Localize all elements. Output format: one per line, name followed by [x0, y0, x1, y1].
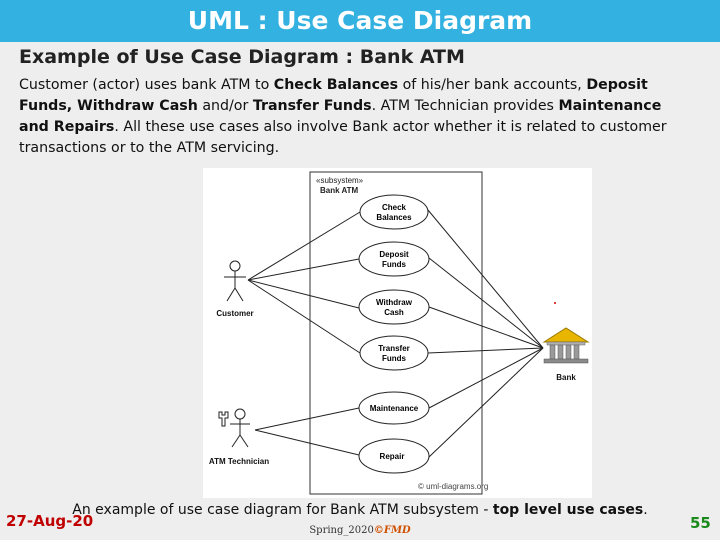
- svg-text:Funds: Funds: [382, 354, 406, 363]
- svg-text:Transfer: Transfer: [378, 344, 410, 353]
- para-seg-bold: Maintenance and Repairs: [19, 98, 662, 135]
- red-dot: [554, 302, 556, 304]
- para-seg-bold: Transfer Funds: [252, 98, 372, 114]
- bank-building-icon: [544, 328, 588, 363]
- caption-bold: top level use cases: [492, 502, 644, 518]
- diagram-watermark: © uml-diagrams.org: [418, 482, 489, 491]
- para-seg: and/or: [197, 98, 253, 114]
- customer-associations: [248, 212, 360, 353]
- footer-mark: ©FMD: [373, 525, 411, 536]
- svg-text:Repair: Repair: [379, 452, 405, 461]
- technician-associations: [255, 408, 359, 455]
- use-case-check-balances: [360, 195, 428, 229]
- use-case-repair: [359, 439, 429, 473]
- bank-associations: [428, 210, 543, 457]
- technician-label: ATM Technician: [208, 457, 270, 466]
- slide-subtitle: Example of Use Case Diagram : Bank ATM: [19, 46, 465, 68]
- svg-text:Maintenance: Maintenance: [369, 404, 419, 413]
- para-seg-bold: Deposit Funds, Withdraw Cash: [19, 77, 648, 114]
- svg-text:Balances: Balances: [376, 213, 412, 222]
- diagram-caption: [0, 502, 720, 518]
- para-seg: . All these use cases also involve Bank actor whether it is related to customer transactions or to the ATM servicing.: [19, 119, 667, 156]
- para-seg-bold: Check Balances: [273, 77, 399, 93]
- svg-text:Check: Check: [381, 203, 407, 212]
- caption-text: An example of use case diagram for Bank ATM subsystem -: [72, 502, 493, 518]
- subsystem-name: Bank ATM: [320, 186, 359, 195]
- svg-text:Deposit: Deposit: [379, 250, 409, 259]
- technician-actor-icon: [219, 409, 250, 447]
- use-case-diagram: [203, 168, 592, 498]
- footer-text: Spring_2020: [309, 525, 374, 536]
- para-seg: . ATM Technician provides: [371, 98, 559, 114]
- slide-footer: [0, 525, 720, 536]
- use-case-maintenance: [359, 392, 429, 424]
- customer-actor-icon: [224, 261, 246, 301]
- para-seg: Customer (actor) uses bank ATM to: [19, 77, 274, 93]
- use-case-withdraw-cash: [359, 290, 429, 324]
- svg-text:Withdraw: Withdraw: [376, 298, 412, 307]
- page-number: 55: [690, 514, 711, 532]
- slide-date: 27-Aug-20: [6, 512, 94, 530]
- description-paragraph: [19, 75, 694, 159]
- svg-text:Funds: Funds: [382, 260, 406, 269]
- svg-text:Cash: Cash: [384, 308, 404, 317]
- subsystem-stereotype: «subsystem»: [316, 176, 364, 185]
- use-case-transfer-funds: [360, 336, 428, 370]
- bank-label: Bank: [556, 373, 576, 382]
- use-case-deposit-funds: [359, 242, 429, 276]
- para-seg: of his/her bank accounts,: [398, 77, 587, 93]
- caption-end: .: [643, 502, 648, 518]
- customer-label: Customer: [216, 309, 254, 318]
- slide-title: UML : Use Case Diagram: [187, 6, 533, 35]
